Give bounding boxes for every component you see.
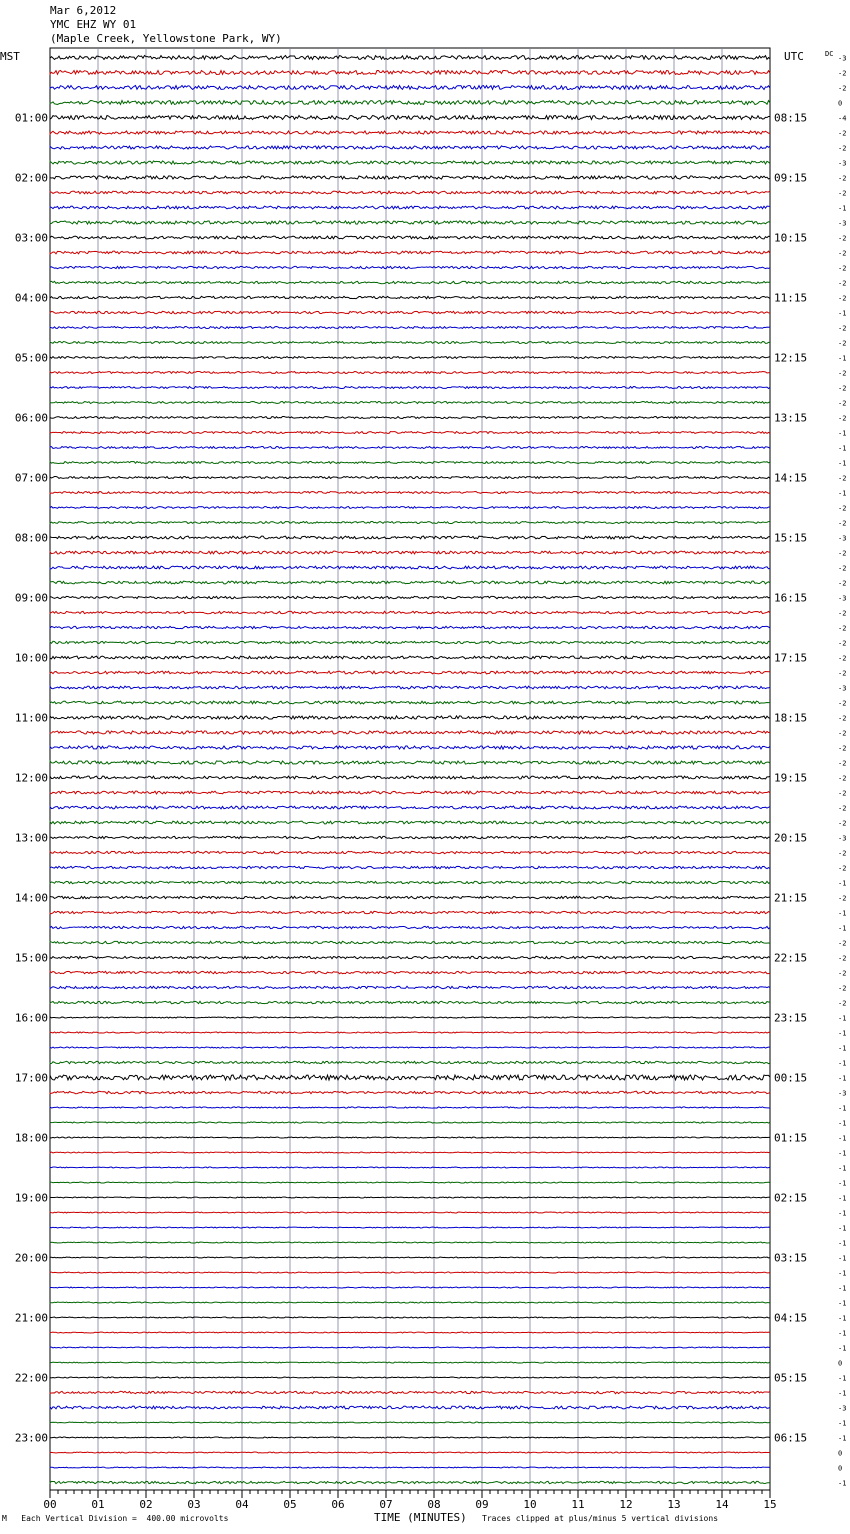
mst-hour-label: 12:00 [14,771,48,785]
utc-hour-label: 00:15 [774,1071,808,1085]
x-tick-label: 11 [571,1498,585,1511]
station-location: (Maple Creek, Yellowstone Park, WY) [50,32,282,45]
trace-row [50,1406,770,1409]
dc-offset-label: -1 [838,1329,847,1338]
dc-offset-label: -2 [838,564,847,573]
trace-row [50,462,770,464]
dc-offset-label: -2 [838,129,847,138]
trace-row [50,447,770,449]
dc-offset-label: -2 [838,894,847,903]
utc-hour-label: 17:15 [774,651,808,665]
trace-row [50,357,770,359]
mst-hour-label: 04:00 [14,291,48,305]
trace-row [50,851,770,853]
trace-row [50,1017,770,1018]
trace-row [50,821,770,824]
trace-row [50,641,770,643]
dc-offset-label: -1 [838,1134,847,1143]
dc-offset-label: -1 [838,489,847,498]
utc-hour-label: 11:15 [774,291,808,305]
mst-hour-label: 15:00 [14,951,48,965]
utc-hour-label: 05:15 [774,1371,808,1385]
trace-row [50,1257,770,1258]
trace-row [50,986,770,988]
dc-offset-label: -2 [838,264,847,273]
trace-row [50,956,770,958]
dc-offset-label: -2 [838,294,847,303]
trace-row [50,881,770,883]
dc-offset-label: -2 [838,774,847,783]
utc-hour-label: 02:15 [774,1191,808,1205]
mst-hour-label: 20:00 [14,1251,48,1265]
trace-row [50,581,770,584]
utc-hour-label: 23:15 [774,1011,808,1025]
trace-row [50,522,770,524]
station-id: YMC EHZ WY 01 [50,18,137,31]
trace-row [50,296,770,298]
trace-row [50,971,770,973]
trace-row [50,1467,770,1468]
dc-offset-label: 0 [838,1464,843,1473]
dc-offset-label: -2 [838,384,847,393]
trace-row [50,206,770,209]
dc-offset-label: -1 [838,879,847,888]
scale-note: Each Vertical Division = 400.00 microvolts [21,1514,229,1523]
trace-row [50,566,770,569]
dc-offset-label: -2 [838,174,847,183]
utc-hour-label: 06:15 [774,1431,808,1445]
mst-hour-label: 21:00 [14,1311,48,1325]
trace-row [50,146,770,149]
x-tick-label: 08 [427,1498,441,1511]
trace-row [50,372,770,374]
mst-hour-label: 03:00 [14,231,48,245]
dc-offset-label: -2 [838,189,847,198]
dc-offset-label: -2 [838,234,847,243]
x-tick-label: 13 [667,1498,681,1511]
dc-offset-label: -2 [838,654,847,663]
dc-offset-label: -1 [838,1164,847,1173]
grid-layer [50,48,770,1490]
trace-row [50,1061,770,1063]
dc-offset-label: -2 [838,339,847,348]
dc-offset-label: -1 [838,1239,847,1248]
mst-hour-label: 13:00 [14,831,48,845]
trace-row [50,71,770,75]
trace-row [50,507,770,509]
trace-row [50,1197,770,1198]
dc-offset-label: -2 [838,819,847,828]
dc-offset-label: -2 [838,999,847,1008]
dc-offset-label: -3 [838,594,847,603]
x-tick-label: 09 [475,1498,489,1511]
mst-hour-label: 19:00 [14,1191,48,1205]
mst-hour-label: 14:00 [14,891,48,905]
trace-row [50,56,770,60]
dc-offset-label: -3 [838,1404,847,1413]
dc-offset-label: -1 [838,1149,847,1158]
dc-offset-label: -2 [838,399,847,408]
utc-hour-label: 08:15 [774,111,808,125]
trace-row [50,686,770,689]
dc-offset-label: -2 [838,249,847,258]
dc-offset-label: -2 [838,744,847,753]
utc-hour-label: 19:15 [774,771,808,785]
trace-row [50,417,770,419]
mst-hour-label: 11:00 [14,711,48,725]
footer-mark: M [2,1514,7,1523]
trace-row [50,161,770,164]
trace-row [50,791,770,794]
dc-offset-label: -2 [838,324,847,333]
trace-row [50,1167,770,1168]
trace-row [50,656,770,659]
dc-offset-label: -1 [838,1419,847,1428]
trace-row [50,1422,770,1423]
x-axis-title: TIME (MINUTES) [374,1511,467,1524]
utc-hour-label: 21:15 [774,891,808,905]
dc-offset-label: -1 [838,309,847,318]
x-tick-label: 06 [331,1498,345,1511]
trace-row [50,611,770,613]
trace-row [50,1001,770,1003]
left-axis-label: MST [0,50,20,63]
dc-offset-label: -2 [838,84,847,93]
dc-offset-label: 0 [838,1359,843,1368]
trace-row [50,101,770,105]
trace-row [50,402,770,404]
trace-row [50,1481,770,1483]
dc-offset-label: -3 [838,54,847,63]
trace-row [50,1242,770,1243]
utc-hour-label: 22:15 [774,951,808,965]
trace-row [50,176,770,179]
trace-row [50,1437,770,1438]
dc-offset-label: -1 [838,1344,847,1353]
dc-offset-label: -2 [838,699,847,708]
trace-row [50,551,770,554]
dc-offset-label: -1 [838,204,847,213]
mst-hour-label: 06:00 [14,411,48,425]
trace-row [50,926,770,928]
dc-offset-label: 0 [838,1449,843,1458]
dc-offset-label: -4 [838,114,847,123]
trace-row [50,716,770,719]
trace-row [50,131,770,134]
dc-offset-label: -2 [838,669,847,678]
x-tick-label: 01 [91,1498,105,1511]
dc-offset-label: -1 [838,429,847,438]
footer-scale-note [2,1514,228,1523]
utc-hour-label: 16:15 [774,591,808,605]
trace-row [50,1075,770,1080]
right-axis-label: UTC [784,50,804,63]
dc-offset-label: -2 [838,939,847,948]
x-tick-label: 10 [523,1498,537,1511]
trace-row [50,221,770,224]
dc-offset-label: -2 [838,414,847,423]
clip-note: Traces clipped at plus/minus 5 vertical divisions [482,1514,719,1523]
dc-offset-label: -1 [838,1119,847,1128]
trace-row [50,432,770,434]
utc-hour-label: 01:15 [774,1131,808,1145]
trace-row [50,1302,770,1303]
dc-offset-label: -2 [838,864,847,873]
mst-hour-label: 08:00 [14,531,48,545]
dc-offset-label: -1 [838,1044,847,1053]
x-tick-label: 07 [379,1498,393,1511]
dc-offset-label: -2 [838,714,847,723]
dc-offset-label: 0 [838,99,843,108]
dc-offset-label: -2 [838,789,847,798]
trace-row [50,836,770,838]
dc-offset-label: -2 [838,474,847,483]
dc-offset-label: -2 [838,759,847,768]
dc-offset-label: -3 [838,1089,847,1098]
dc-offset-label: -1 [838,354,847,363]
trace-row [50,536,770,539]
dc-offset-label: -1 [838,1374,847,1383]
dc-header-label: DC [825,50,834,58]
trace-row [50,1137,770,1138]
utc-hour-label: 12:15 [774,351,808,365]
dc-offset-label: -2 [838,969,847,978]
x-tick-label: 14 [715,1498,729,1511]
trace-row [50,1182,770,1183]
mst-hour-label: 07:00 [14,471,48,485]
trace-row [50,236,770,239]
mst-hour-label: 22:00 [14,1371,48,1385]
dc-offset-label: -1 [838,1179,847,1188]
trace-row [50,1452,770,1453]
trace-layer [50,56,770,1484]
mst-hour-label: 17:00 [14,1071,48,1085]
dc-offset-label: -2 [838,729,847,738]
dc-offset-label: -2 [838,579,847,588]
mst-hour-label: 16:00 [14,1011,48,1025]
dc-offset-label: -1 [838,1209,847,1218]
trace-row [50,311,770,313]
mst-hour-label: 05:00 [14,351,48,365]
dc-offset-label: -1 [838,1314,847,1323]
trace-row [50,896,770,898]
trace-row [50,266,770,268]
trace-row [50,1227,770,1228]
trace-row [50,1032,770,1033]
x-tick-label: 00 [43,1498,57,1511]
trace-row [50,1047,770,1048]
dc-offset-label: -1 [838,1224,847,1233]
dc-offset-label: -3 [838,684,847,693]
dc-offset-label: -2 [838,144,847,153]
dc-offset-label: -1 [838,1389,847,1398]
dc-offset-label: -3 [838,834,847,843]
dc-offset-label: -1 [838,1194,847,1203]
dc-offset-label: -3 [838,534,847,543]
x-tick-label: 15 [763,1498,777,1511]
mst-hour-label: 23:00 [14,1431,48,1445]
dc-offset-label: -1 [838,1104,847,1113]
trace-row [50,866,770,868]
trace-row [50,1091,770,1093]
utc-hour-label: 20:15 [774,831,808,845]
dc-offset-label: -1 [838,1014,847,1023]
trace-row [50,191,770,194]
mst-hour-label: 09:00 [14,591,48,605]
x-tick-label: 12 [619,1498,633,1511]
dc-offset-label: -1 [838,1269,847,1278]
dc-offset-label: -1 [838,1299,847,1308]
trace-row [50,281,770,283]
dc-offset-label: -1 [838,1434,847,1443]
dc-offset-label: -2 [838,69,847,78]
mst-hour-label: 02:00 [14,171,48,185]
utc-hour-label: 03:15 [774,1251,808,1265]
dc-offset-label: -1 [838,444,847,453]
utc-hour-label: 04:15 [774,1311,808,1325]
dc-offset-label: -1 [838,924,847,933]
x-tick-label: 02 [139,1498,153,1511]
trace-row [50,1332,770,1333]
dc-offset-label: -1 [838,1059,847,1068]
dc-offset-label: -1 [838,1254,847,1263]
trace-row [50,1317,770,1318]
mst-hour-label: 01:00 [14,111,48,125]
utc-hour-label: 13:15 [774,411,808,425]
x-tick-label: 04 [235,1498,249,1511]
trace-row [50,596,770,598]
utc-hour-label: 14:15 [774,471,808,485]
trace-row [50,1362,770,1363]
dc-offset-label: -2 [838,519,847,528]
utc-hour-label: 15:15 [774,531,808,545]
mst-hour-label: 10:00 [14,651,48,665]
dc-offset-label: -2 [838,504,847,513]
trace-row [50,1212,770,1213]
dc-offset-label: -1 [838,1029,847,1038]
trace-row [50,387,770,389]
trace-row [50,941,770,943]
trace-row [50,86,770,90]
dc-offset-label: -2 [838,624,847,633]
trace-row [50,342,770,344]
dc-offset-label: -2 [838,804,847,813]
utc-hour-label: 09:15 [774,171,808,185]
trace-row [50,327,770,329]
utc-hour-label: 18:15 [774,711,808,725]
x-tick-label: 05 [283,1498,297,1511]
dc-offset-label: -2 [838,279,847,288]
trace-row [50,761,770,764]
dc-offset-label: -2 [838,549,847,558]
trace-row [50,1107,770,1108]
trace-row [50,1391,770,1393]
trace-row [50,1287,770,1288]
dc-offset-label: -1 [838,1284,847,1293]
trace-row [50,116,770,120]
dc-offset-label: -2 [838,639,847,648]
trace-row [50,911,770,913]
trace-row [50,626,770,628]
trace-row [50,731,770,734]
dc-offset-label: -2 [838,369,847,378]
utc-hour-label: 10:15 [774,231,808,245]
plot-frame [50,48,770,1490]
trace-row [50,492,770,494]
dc-offset-label: -2 [838,954,847,963]
dc-offset-label: -1 [838,459,847,468]
trace-row [50,806,770,809]
trace-row [50,701,770,704]
trace-row [50,1272,770,1273]
dc-offset-label: -2 [838,609,847,618]
x-axis [43,1490,776,1511]
trace-row [50,1152,770,1153]
trace-row [50,671,770,674]
trace-row [50,776,770,779]
dc-offset-label: -1 [838,1074,847,1083]
trace-row [50,1377,770,1378]
dc-offset-label: -2 [838,984,847,993]
x-tick-label: 03 [187,1498,201,1511]
dc-offset-label: -3 [838,219,847,228]
dc-offset-label: -2 [838,849,847,858]
dc-offset-label: -1 [838,1479,847,1488]
trace-row [50,1347,770,1348]
mst-hour-label: 18:00 [14,1131,48,1145]
trace-row [50,1122,770,1123]
trace-row [50,251,770,254]
trace-row [50,477,770,479]
chart-date: Mar 6,2012 [50,4,117,17]
dc-offset-label: -1 [838,909,847,918]
dc-offset-label: -3 [838,159,847,168]
trace-row [50,746,770,749]
